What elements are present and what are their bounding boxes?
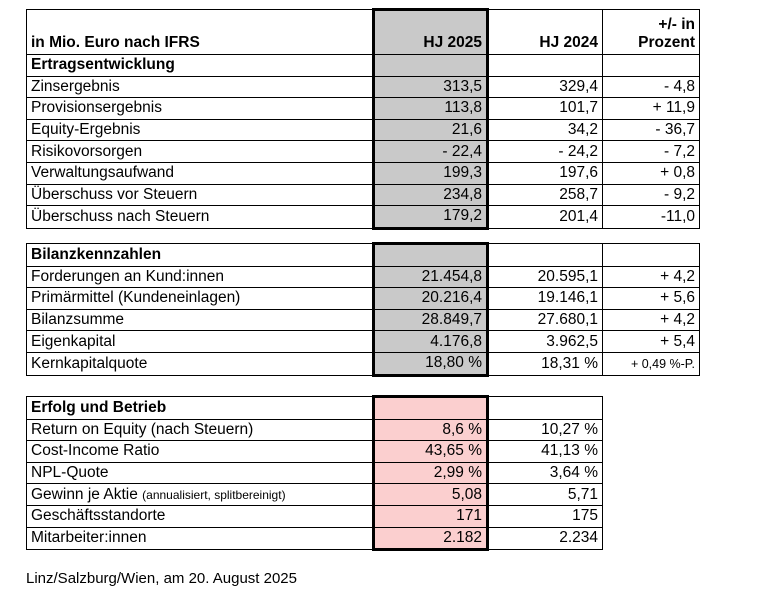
row-change: + 11,9 [603,98,700,120]
bilanz-title: Bilanzkennzahlen [27,244,374,267]
section-title-row [27,55,700,77]
footer-location-date: Linz/Salzburg/Wien, am 20. August 2025 [26,570,297,587]
table-row [27,484,603,506]
row-label: Zinsergebnis [27,76,374,98]
header-change [603,10,700,55]
row-hj2024: 27.680,1 [488,309,603,331]
empty-cell [488,244,603,267]
row-hj2024: 41,13 % [488,441,603,463]
row-hj2025: - 22,4 [374,141,488,163]
table-row [27,419,603,441]
empty-cell [603,244,700,267]
row-hj2025: 2,99 % [374,462,488,484]
table-row [27,76,700,98]
row-label: Überschuss vor Steuern [27,184,374,206]
row-hj2025: 179,2 [374,206,488,229]
row-hj2025: 113,8 [374,98,488,120]
row-hj2024: 19.146,1 [488,288,603,310]
table-row [27,505,603,527]
row-label: Kernkapitalquote [27,352,374,375]
table-row [27,352,700,375]
table-row [27,162,700,184]
row-change: + 5,4 [603,331,700,353]
row-hj2024: - 24,2 [488,141,603,163]
row-hj2024: 18,31 % [488,352,603,375]
row-hj2024: 175 [488,505,603,527]
erfolg-table [26,395,603,551]
table-row [27,309,700,331]
row-change: + 4,2 [603,309,700,331]
row-hj2025: 21,6 [374,119,488,141]
row-change: + 5,6 [603,288,700,310]
erfolg-title: Erfolg und Betrieb [27,397,374,420]
row-hj2025: 313,5 [374,76,488,98]
row-hj2025: 234,8 [374,184,488,206]
row-hj2024: 10,27 % [488,419,603,441]
row-hj2025: 28.849,7 [374,309,488,331]
table-row [27,141,700,163]
row-change: - 36,7 [603,119,700,141]
row-change: + 0,8 [603,162,700,184]
row-label: Risikovorsorgen [27,141,374,163]
row-hj2025: 21.454,8 [374,266,488,288]
row-hj2024: 34,2 [488,119,603,141]
row-hj2025: 20.216,4 [374,288,488,310]
row-change: + 4,2 [603,266,700,288]
header-label: in Mio. Euro nach IFRS [27,10,374,55]
row-hj2024: 20.595,1 [488,266,603,288]
row-hj2024: 258,7 [488,184,603,206]
header-hj2025: HJ 2025 [374,10,488,55]
row-label-note: (annualisiert, splitbereinigt) [142,487,286,502]
row-label: Cost-Income Ratio [27,441,374,463]
empty-cell [374,55,488,77]
row-label: Verwaltungsaufwand [27,162,374,184]
header-change-line1: +/- in [658,16,695,33]
row-hj2024: 3,64 % [488,462,603,484]
row-hj2025: 171 [374,505,488,527]
table-row [27,119,700,141]
row-label-main: Gewinn je Aktie [31,485,138,503]
row-change: - 4,8 [603,76,700,98]
table-row [27,98,700,120]
table-row [27,331,700,353]
ertrag-table [26,8,700,230]
empty-cell [488,55,603,77]
row-hj2025: 43,65 % [374,441,488,463]
ertrag-title: Ertragsentwicklung [27,55,374,77]
row-label: Geschäftsstandorte [27,505,374,527]
row-hj2025: 18,80 % [374,352,488,375]
table-row [27,288,700,310]
row-label: Provisionsergebnis [27,98,374,120]
row-hj2025: 199,3 [374,162,488,184]
row-hj2024: 3.962,5 [488,331,603,353]
table-row [27,527,603,550]
empty-cell [488,397,603,420]
row-label: Return on Equity (nach Steuern) [27,419,374,441]
row-label: Überschuss nach Steuern [27,206,374,229]
table-row [27,462,603,484]
row-hj2024: 329,4 [488,76,603,98]
row-hj2025: 4.176,8 [374,331,488,353]
row-label: Mitarbeiter:innen [27,527,374,550]
empty-cell [374,397,488,420]
row-label: Equity-Ergebnis [27,119,374,141]
row-label: NPL-Quote [27,462,374,484]
section-title-row [27,244,700,267]
row-hj2024: 5,71 [488,484,603,506]
section-title-row [27,397,603,420]
header-change-line2: Prozent [638,34,695,51]
table-row [27,441,603,463]
row-hj2024: 201,4 [488,206,603,229]
table-row [27,184,700,206]
row-change: - 7,2 [603,141,700,163]
row-change: -11,0 [603,206,700,229]
row-hj2024: 101,7 [488,98,603,120]
row-hj2025: 5,08 [374,484,488,506]
row-hj2024: 197,6 [488,162,603,184]
table-row [27,206,700,229]
row-change: + 0,49 %-P. [603,352,700,375]
empty-cell [374,244,488,267]
row-hj2024: 2.234 [488,527,603,550]
header-hj2024: HJ 2024 [488,10,603,55]
row-label: Primärmittel (Kundeneinlagen) [27,288,374,310]
bilanz-table [26,242,700,377]
empty-cell [603,55,700,77]
row-label: Eigenkapital [27,331,374,353]
row-label: Bilanzsumme [27,309,374,331]
row-hj2025: 2.182 [374,527,488,550]
row-change: - 9,2 [603,184,700,206]
row-label: Forderungen an Kund:innen [27,266,374,288]
row-hj2025: 8,6 % [374,419,488,441]
header-row [27,10,700,55]
row-label [27,484,374,506]
table-row [27,266,700,288]
